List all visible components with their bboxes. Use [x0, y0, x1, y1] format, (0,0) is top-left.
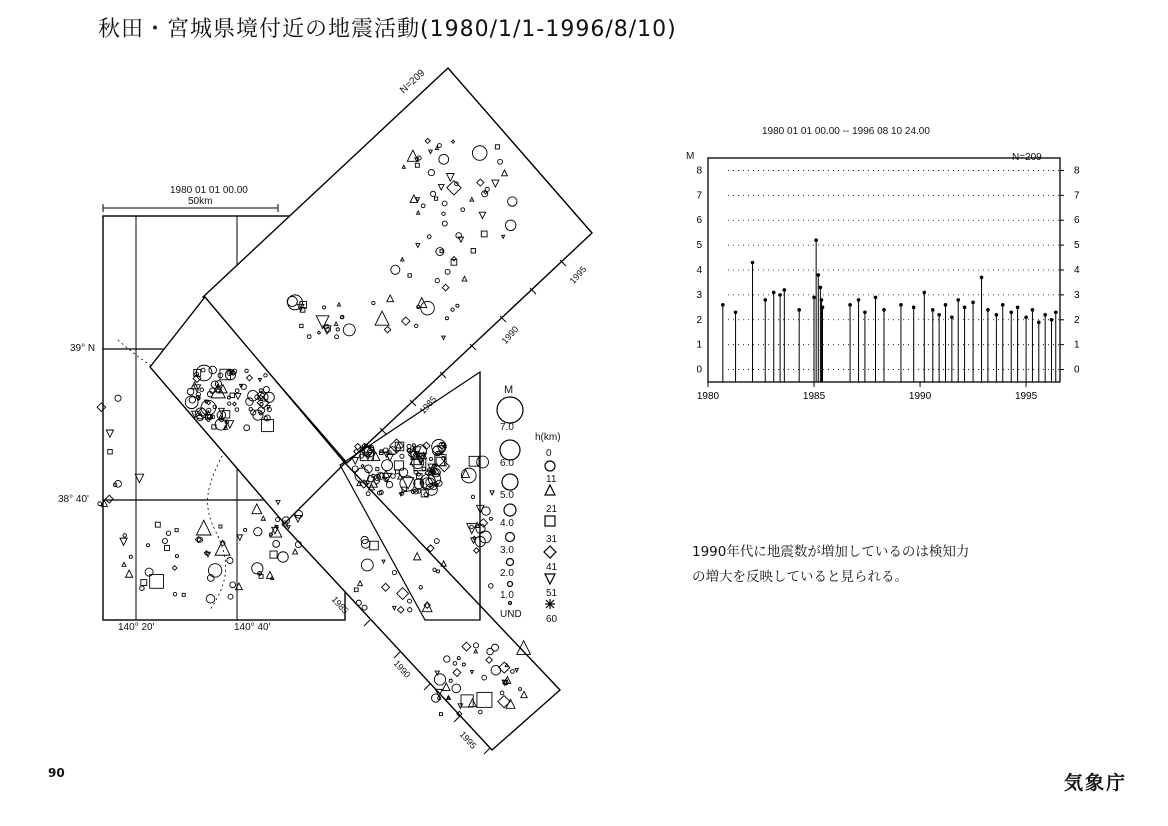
- magnitude-legend-label: 2.0: [500, 568, 514, 579]
- y-tick-label-left: 2: [696, 314, 702, 326]
- epicenter-symbol: [422, 467, 426, 471]
- chart-point: [956, 298, 960, 302]
- chart-point: [734, 311, 738, 315]
- chart-point: [1016, 306, 1020, 310]
- circle-symbol: [545, 461, 555, 471]
- chart-point: [814, 238, 818, 242]
- y-tick-label-left: 8: [696, 165, 702, 177]
- x-tick-label: 1980: [696, 391, 720, 402]
- epicenter-symbol: [429, 457, 432, 460]
- map-period-label: 1980 01 01 00.00: [170, 185, 248, 196]
- legend-h-title: h(km): [535, 432, 561, 443]
- chart-point: [857, 298, 861, 302]
- y-tick-label-right: 2: [1074, 314, 1080, 326]
- magnitude-legend-label: 7.0: [500, 422, 514, 433]
- epicenter-symbol: [120, 538, 127, 545]
- epicenter-symbol: [140, 586, 144, 590]
- epicenter-symbol: [115, 395, 121, 401]
- chart-title: 1980 01 01 00.00 -- 1996 08 10 24.00: [762, 126, 930, 137]
- chart-point: [937, 313, 941, 317]
- epicenter-symbol: [173, 592, 176, 595]
- page-title: 秋田・宮城県境付近の地震活動(1980/1/1-1996/8/10): [98, 17, 677, 42]
- explanatory-note: [692, 540, 969, 590]
- x-tick-label: 1985: [802, 391, 826, 402]
- epicenter-symbol: [382, 460, 393, 471]
- chart-point: [1050, 318, 1054, 322]
- epicenter-symbol: [352, 457, 359, 464]
- epicenter-symbol: [474, 548, 479, 553]
- depth-legend-label: 51: [546, 588, 558, 599]
- chart-point: [986, 308, 990, 312]
- chart-point: [899, 303, 903, 307]
- epicenter-symbol: [106, 430, 113, 437]
- chart-point: [944, 303, 948, 307]
- chart-point: [912, 306, 916, 310]
- chart-point: [812, 296, 816, 300]
- chart-ylabel: M: [686, 151, 695, 162]
- epicenter-symbol: [105, 495, 113, 503]
- down-triangle-symbol: [545, 574, 555, 584]
- epicenter-symbol: [155, 522, 160, 527]
- y-tick-label-left: 4: [696, 265, 702, 276]
- chart-point: [1001, 303, 1005, 307]
- chart-point: [778, 293, 782, 297]
- y-tick-label-right: 8: [1074, 165, 1080, 177]
- chart-point: [950, 315, 954, 319]
- chart-point: [931, 308, 935, 312]
- depth-legend-label: 21: [546, 504, 558, 515]
- epicenter-symbol: [150, 575, 164, 589]
- page-number: 90: [48, 766, 65, 780]
- map-count-label: N=209: [398, 67, 428, 97]
- epicenter-symbol: [352, 466, 358, 472]
- epicenter-symbol: [270, 551, 277, 558]
- epicenter-symbol: [417, 489, 421, 493]
- y-tick-label-left: 6: [696, 215, 702, 227]
- depth-legend-label: 0: [546, 448, 552, 459]
- chart-point: [1009, 311, 1013, 315]
- epicenter-symbol: [141, 580, 147, 586]
- epicenter-symbol: [101, 500, 107, 506]
- epicenter-symbol: [293, 549, 298, 554]
- epicenter-symbol: [391, 474, 396, 479]
- epicenter-symbol: [175, 555, 178, 558]
- epicenter-symbol: [254, 528, 262, 536]
- chart-point: [1043, 313, 1047, 317]
- epicenter-symbol: [407, 444, 411, 448]
- chart-point: [963, 306, 967, 310]
- magnitude-legend-label: 3.0: [500, 545, 514, 556]
- chart-point: [820, 298, 824, 302]
- depth-legend-label: 11: [546, 474, 557, 485]
- y-tick-label-left: 7: [696, 190, 702, 202]
- chart-point: [751, 261, 755, 265]
- epicenter-symbol: [278, 552, 288, 562]
- epicenter-symbol: [276, 518, 280, 522]
- agency-name: 気象庁: [1064, 772, 1128, 794]
- chart-point: [1024, 315, 1028, 319]
- epicenter-symbol: [215, 540, 230, 555]
- asterisk-symbol: [545, 599, 555, 609]
- epicenter-symbol: [386, 481, 392, 487]
- y-tick-label-right: 1: [1074, 339, 1080, 351]
- epicenter-symbol: [394, 461, 403, 470]
- depth-legend-label: 41: [546, 562, 558, 573]
- magnitude-legend-label: UND: [500, 609, 522, 620]
- epicenter-symbol: [434, 539, 439, 544]
- epicenter-symbol: [244, 528, 247, 531]
- y-tick-label-right: 0: [1074, 364, 1080, 376]
- chart-point: [783, 288, 787, 292]
- chart-point: [797, 308, 801, 312]
- magnitude-legend-label: 6.0: [500, 458, 514, 469]
- chart-point: [721, 303, 725, 307]
- y-tick-label-right: 3: [1074, 289, 1080, 301]
- y-tick-label-right: 5: [1074, 240, 1080, 252]
- chart-point: [980, 276, 984, 280]
- epicenter-symbol: [126, 570, 133, 577]
- epicenter-symbol: [237, 535, 242, 540]
- epicenter-symbol: [108, 449, 112, 453]
- chart-point: [874, 296, 878, 300]
- epicenter-symbol: [182, 593, 185, 596]
- chart-point: [863, 311, 867, 315]
- chart-point: [1054, 311, 1058, 315]
- epicenter-symbol: [273, 540, 280, 547]
- strip3-label-1990: 1990: [391, 658, 413, 680]
- y-tick-label-left: 0: [696, 364, 702, 376]
- epicenter-symbol: [439, 713, 442, 716]
- epicenter-symbol: [123, 534, 126, 537]
- strip-3-frame: [283, 463, 560, 750]
- chart-point: [816, 273, 820, 277]
- square-symbol: [545, 516, 555, 526]
- strip3-label-1985: 1985: [329, 594, 351, 616]
- triangle-symbol: [545, 485, 555, 495]
- chart-count: N=209: [1012, 152, 1042, 163]
- epicenter-symbol: [396, 443, 401, 448]
- epicenter-symbol: [361, 464, 364, 467]
- x-tick-label: 1990: [908, 391, 932, 402]
- mt-chart: [680, 150, 1100, 415]
- epicenter-symbol: [208, 564, 221, 577]
- epicenter-symbol: [98, 502, 102, 506]
- epicenter-symbol: [206, 594, 215, 603]
- chart-point: [1037, 320, 1041, 324]
- epicenter-symbol: [219, 525, 222, 528]
- note-line-2: の増大を反映していると見られる。: [692, 569, 908, 585]
- diamond-symbol: [544, 546, 556, 558]
- chart-point: [1031, 308, 1035, 312]
- legend-m-title: M: [504, 384, 514, 396]
- epicenter-symbol: [230, 582, 236, 588]
- epicenter-symbol: [162, 538, 167, 543]
- epicenter-symbol: [470, 525, 474, 529]
- epicenter-symbol: [227, 557, 233, 563]
- depth-legend-label: 60: [546, 614, 558, 625]
- epicenter-symbol: [196, 520, 211, 535]
- note-line-1: 1990年代に地震数が増加しているのは検知力: [692, 544, 970, 560]
- x-tick-label: 1995: [1014, 391, 1038, 402]
- epicenter-symbol: [145, 568, 153, 576]
- epicenter-symbol: [166, 531, 170, 535]
- chart-point: [821, 306, 825, 310]
- strip2-label-1985: 1985: [417, 394, 439, 416]
- lat-label-39: 39° N: [70, 343, 96, 354]
- y-tick-label-right: 4: [1074, 265, 1080, 276]
- epicenter-symbol: [175, 529, 178, 532]
- epicenter-symbol: [376, 468, 379, 471]
- epicenter-symbol: [489, 517, 492, 520]
- y-tick-label-left: 5: [696, 240, 702, 252]
- epicenter-symbol: [129, 555, 132, 558]
- epicenter-symbol: [490, 491, 494, 495]
- lon-label-14020: 140° 20': [118, 622, 155, 633]
- strip3-label-1995: 1995: [457, 729, 479, 751]
- chart-point: [772, 291, 776, 295]
- depth-legend-label: 31: [546, 534, 558, 545]
- epicenter-symbol: [471, 495, 474, 498]
- y-tick-label-right: 7: [1074, 190, 1080, 202]
- lon-label-14040: 140° 40': [234, 622, 271, 633]
- lat-label-3840: 38° 40': [58, 494, 89, 505]
- epicenter-symbol: [261, 516, 265, 520]
- epicenter-symbol: [252, 504, 262, 514]
- chart-point: [848, 303, 852, 307]
- y-tick-label-left: 3: [696, 289, 702, 301]
- magnitude-legend-label: 5.0: [500, 490, 514, 501]
- magnitude-legend-label: 4.0: [500, 518, 514, 529]
- epicenter-symbol: [97, 403, 105, 411]
- strip1-label-1990: 1990: [499, 324, 521, 346]
- epicenter-symbol: [172, 566, 177, 571]
- epicenter-symbol: [441, 561, 446, 566]
- magnitude-legend-label: 1.0: [500, 590, 514, 601]
- epicenter-symbol: [489, 584, 494, 589]
- chart-point: [971, 301, 975, 305]
- chart-point: [922, 291, 926, 295]
- epicenter-symbol: [146, 544, 149, 547]
- chart-point: [763, 298, 767, 302]
- y-tick-label-right: 6: [1074, 215, 1080, 227]
- epicenter-symbol: [228, 594, 233, 599]
- chart-point: [995, 313, 999, 317]
- epicenter-symbol: [122, 562, 126, 566]
- map-scale-label: 50km: [188, 196, 213, 207]
- y-tick-label-left: 1: [696, 339, 702, 351]
- epicenter-symbol: [164, 545, 169, 550]
- epicenter-symbol: [400, 454, 404, 458]
- chart-point: [882, 308, 886, 312]
- strip1-label-1995: 1995: [567, 264, 589, 286]
- chart-point: [819, 286, 823, 290]
